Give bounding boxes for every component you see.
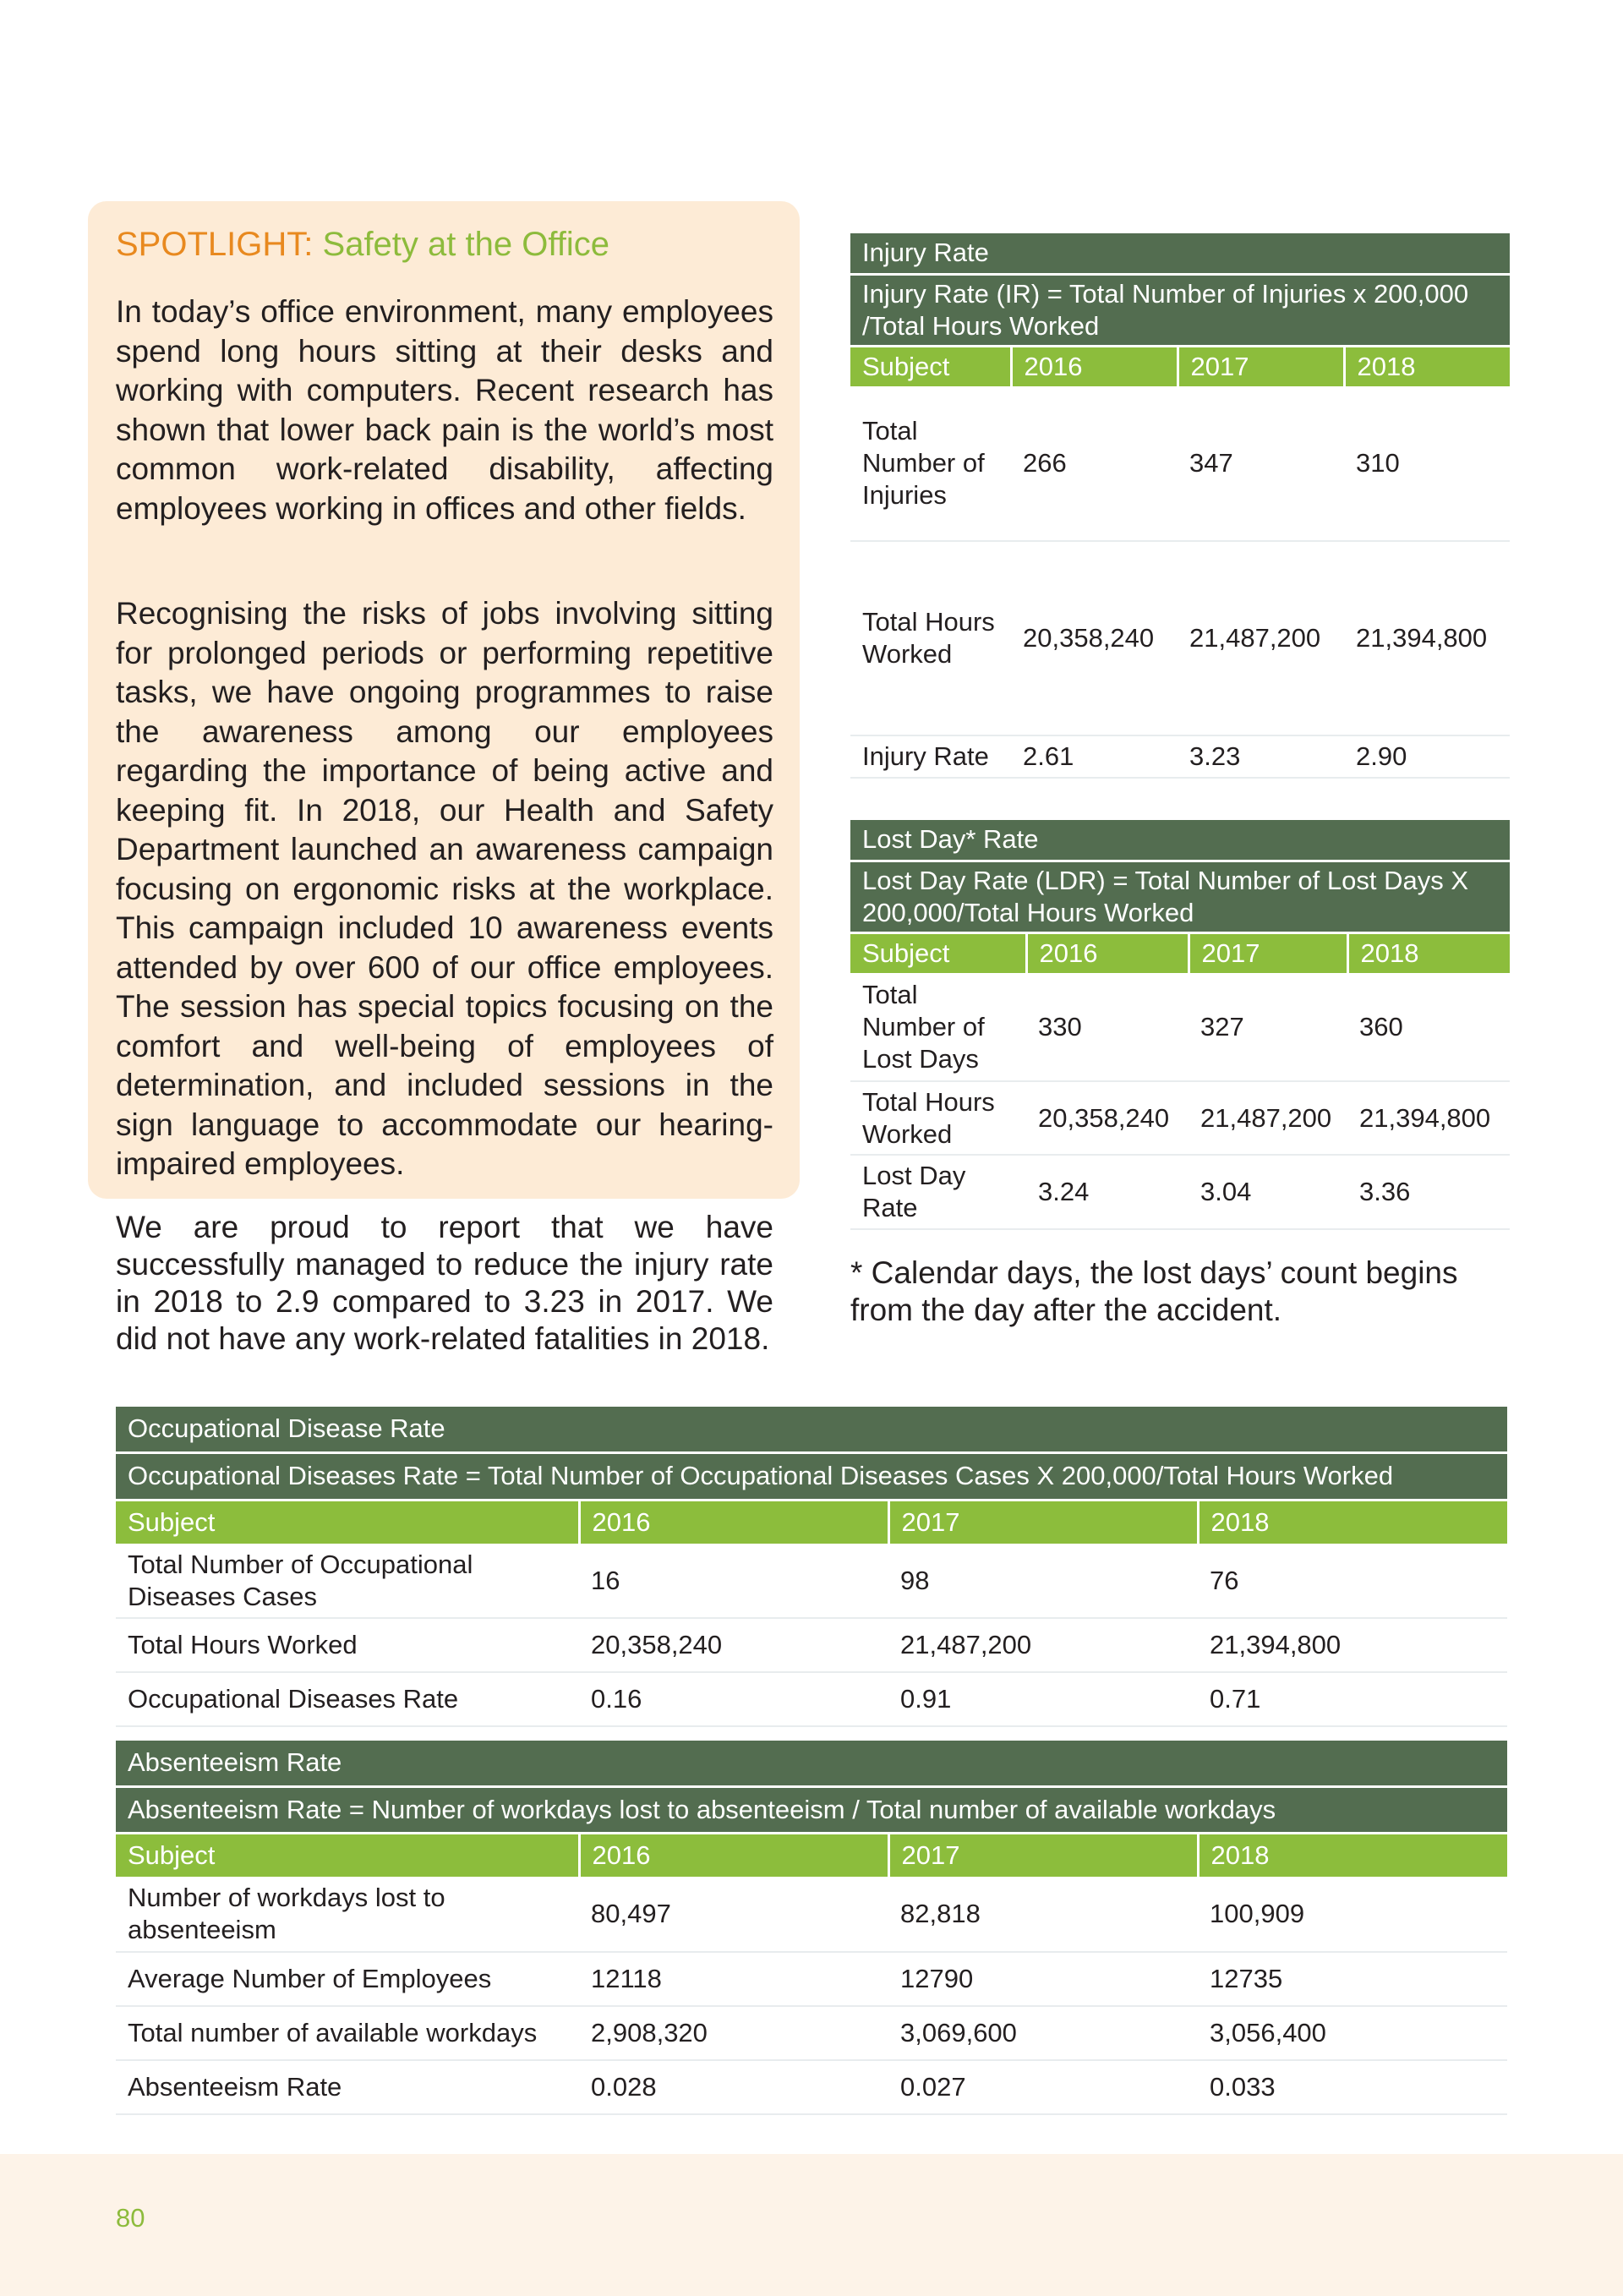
table-cell: 0.027 (888, 2060, 1198, 2114)
proud-paragraph: We are proud to report that we have successfully managed to reduce the injury rate in 2018 to 2.9 compared to 3.23 in 2017. We did not have any work-related fatalities in 2018. (116, 1210, 773, 1356)
injury-rate-table (850, 233, 1510, 779)
table-cell: 2,908,320 (579, 2006, 888, 2060)
table-cell: Absenteeism Rate (116, 2060, 579, 2114)
col-header: 2016 (579, 1500, 888, 1544)
table-row (850, 735, 1510, 778)
spotlight-paragraph-1: In today’s office environment, many employees spend long hours sitting at their desks and working with computers. Recent research has shown that lower back pain is the world’s most common work-related disability, affecting employees working in offices and other fields. (116, 294, 773, 526)
col-header: 2017 (1189, 932, 1347, 973)
table-cell: 20,358,240 (1026, 1081, 1189, 1155)
col-header: 2018 (1198, 1833, 1507, 1877)
table-row (850, 386, 1510, 541)
spotlight-heading: Safety at the Office (322, 226, 609, 263)
table-cell: 2.90 (1344, 735, 1510, 778)
table-formula-row (850, 861, 1510, 932)
table-cell: 3.24 (1026, 1155, 1189, 1229)
table-cell: Average Number of Employees (116, 1952, 579, 2006)
table-title: Occupational Disease Rate (116, 1407, 1507, 1452)
table-formula-row (850, 274, 1510, 346)
table-row (116, 1952, 1507, 2006)
table-header-row (850, 932, 1510, 973)
col-header: 2016 (1026, 932, 1189, 973)
table-cell: 82,818 (888, 1877, 1198, 1952)
table-cell: 347 (1178, 386, 1344, 541)
table-formula-row (116, 1452, 1507, 1500)
col-header: Subject (116, 1833, 579, 1877)
table-cell: 3.36 (1347, 1155, 1510, 1229)
table-cell: 3.04 (1189, 1155, 1347, 1229)
table-cell: 12735 (1198, 1952, 1507, 2006)
table-cell: 12118 (579, 1952, 888, 2006)
table-header-row (850, 346, 1510, 386)
spotlight-paragraph-2: Recognising the risks of jobs involving sitting for prolonged periods or performing repetitive tasks, we have ongoing programmes to raise the awareness among our employees regarding the importance of being active and keeping fit. In 2018, our Health and Safety Department launched an awareness campaign focusing on ergonomic risks at the workplace. This campaign included 10 awareness events attended by over 600 of our office employees. The session has special topics focusing on the comfort and well-being of employees of determination, and included sessions in the sign language to accommodate our hearing-impaired employees. (116, 596, 773, 1181)
table-cell: 0.16 (579, 1672, 888, 1726)
table-cell: 330 (1026, 973, 1189, 1081)
table-cell: 21,394,800 (1344, 541, 1510, 735)
table-cell: 3,056,400 (1198, 2006, 1507, 2060)
table-cell: 0.71 (1198, 1672, 1507, 1726)
table-cell: 3.23 (1178, 735, 1344, 778)
occupational-disease-table (116, 1407, 1507, 1727)
table-cell: Total number of available workdays (116, 2006, 579, 2060)
col-header: 2017 (888, 1500, 1198, 1544)
table-cell: 310 (1344, 386, 1510, 541)
table-row (116, 2060, 1507, 2114)
col-header: 2018 (1347, 932, 1510, 973)
table-row (116, 1877, 1507, 1952)
table-title: Absenteeism Rate (116, 1741, 1507, 1786)
table-cell: Total Hours Worked (850, 541, 1011, 735)
table-cell: Total Number of Lost Days (850, 973, 1026, 1081)
col-header: 2017 (1178, 346, 1344, 386)
table-cell: 3,069,600 (888, 2006, 1198, 2060)
table-cell: 80,497 (579, 1877, 888, 1952)
table-title-row (116, 1407, 1507, 1452)
table-cell: 20,358,240 (579, 1618, 888, 1672)
table-formula: Occupational Diseases Rate = Total Number of Occupational Diseases Cases X 200,000/Total Hours Worked (116, 1452, 1507, 1500)
col-header: Subject (850, 932, 1026, 973)
table-title-row (850, 233, 1510, 274)
col-header: 2018 (1344, 346, 1510, 386)
table-cell: 100,909 (1198, 1877, 1507, 1952)
table-row (850, 1081, 1510, 1155)
table-cell: 20,358,240 (1011, 541, 1178, 735)
lost-day-rate-table (850, 820, 1510, 1230)
table-formula: Injury Rate (IR) = Total Number of Injuries x 200,000 /Total Hours Worked (850, 274, 1510, 346)
table-title: Injury Rate (850, 233, 1510, 274)
page-number: 80 (116, 2203, 145, 2233)
table-cell: 76 (1198, 1544, 1507, 1618)
table-cell: Total Hours Worked (116, 1618, 579, 1672)
table-row (116, 2006, 1507, 2060)
table-cell: Lost Day Rate (850, 1155, 1026, 1229)
table-cell: 266 (1011, 386, 1178, 541)
table-title-row (116, 1741, 1507, 1786)
table-cell: 0.033 (1198, 2060, 1507, 2114)
table-cell: 21,394,800 (1347, 1081, 1510, 1155)
table-cell: 2.61 (1011, 735, 1178, 778)
table-cell: 0.028 (579, 2060, 888, 2114)
table-cell: Total Hours Worked (850, 1081, 1026, 1155)
table-header-row (116, 1833, 1507, 1877)
table-cell: 360 (1347, 973, 1510, 1081)
table-formula: Lost Day Rate (LDR) = Total Number of Lost Days X 200,000/Total Hours Worked (850, 861, 1510, 932)
table-row (116, 1672, 1507, 1726)
table-row (850, 541, 1510, 735)
table-cell: 98 (888, 1544, 1198, 1618)
table-cell: 0.91 (888, 1672, 1198, 1726)
col-header: 2018 (1198, 1500, 1507, 1544)
table-row (850, 1155, 1510, 1229)
col-header: 2017 (888, 1833, 1198, 1877)
table-cell: 21,487,200 (1189, 1081, 1347, 1155)
spotlight-title (116, 223, 609, 265)
col-header: 2016 (579, 1833, 888, 1877)
table-cell: Total Number of Occupational Diseases Cases (116, 1544, 579, 1618)
table-formula: Absenteeism Rate = Number of workdays lost to absenteeism / Total number of available workdays (116, 1786, 1507, 1833)
table-title-row (850, 820, 1510, 861)
table-cell: 21,487,200 (888, 1618, 1198, 1672)
col-header: Subject (850, 346, 1011, 386)
col-header: 2016 (1011, 346, 1178, 386)
table-cell: Injury Rate (850, 735, 1011, 778)
table-cell: 12790 (888, 1952, 1198, 2006)
table-cell: 21,394,800 (1198, 1618, 1507, 1672)
table-cell: 327 (1189, 973, 1347, 1081)
table-header-row (116, 1500, 1507, 1544)
table-row (850, 973, 1510, 1081)
absenteeism-table (116, 1741, 1507, 2115)
spotlight-label: SPOTLIGHT: (116, 226, 314, 263)
table-title: Lost Day* Rate (850, 820, 1510, 861)
table-row (116, 1544, 1507, 1618)
page-footer-band (0, 2154, 1623, 2296)
table-cell: Occupational Diseases Rate (116, 1672, 579, 1726)
table-cell: Number of workdays lost to absenteeism (116, 1877, 579, 1952)
col-header: Subject (116, 1500, 579, 1544)
table-cell: 16 (579, 1544, 888, 1618)
table-row (116, 1618, 1507, 1672)
table-cell: Total Number of Injuries (850, 386, 1011, 541)
lost-day-footnote: * Calendar days, the lost days’ count begins from the day after the accident. (850, 1255, 1458, 1327)
table-formula-row (116, 1786, 1507, 1833)
table-cell: 21,487,200 (1178, 541, 1344, 735)
